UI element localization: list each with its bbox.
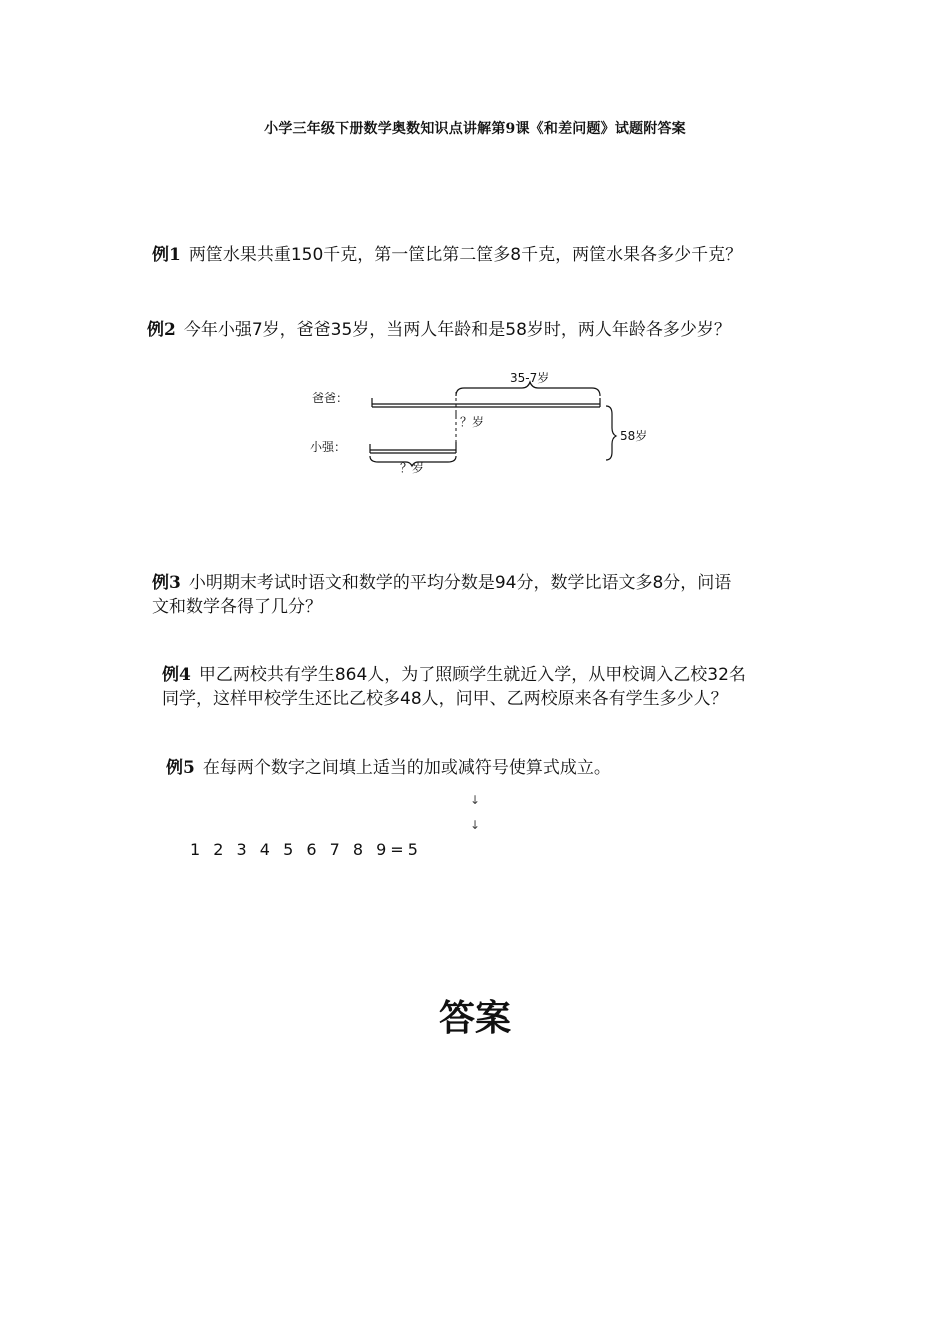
problem-text-continued: 同学，这样甲校学生还比乙校多48人，问甲、乙两校原来各有学生多少人？ [162,689,728,709]
dad-segment [372,398,600,407]
unknown-dad-label: ？岁 [460,415,485,429]
problem-label: 例2 [147,320,176,340]
problem-1 [152,243,742,267]
problem-label: 例4 [162,665,191,685]
problem-3 [152,571,731,619]
arrow-down-icon: ↓ [470,793,481,807]
answer-heading: 答案 [438,997,511,1039]
son-label: 小强： [310,440,347,454]
total-label: 58岁 [620,429,648,443]
problem-2 [147,318,731,342]
diagram-svg [300,362,660,482]
problem-text: 在每两个数字之间填上适当的加或减符号使算式成立。 [202,758,611,778]
total-brace [606,406,616,460]
problem-label: 例5 [166,758,195,778]
line-segment-diagram [300,362,660,482]
dad-label: 爸爸： [312,391,349,405]
page-title: 小学三年级下册数学奥数知识点讲解第9课《和差问题》试题附答案 [264,121,686,137]
problem-text-continued: 文和数学各得了几分？ [152,597,322,617]
problem-text: 今年小强7岁，爸爸35岁，当两人年龄和是58岁时，两人年龄各多少岁？ [183,320,731,340]
arrow-down-icon: ↓ [470,818,481,832]
equation: 1 2 3 4 5 6 7 8 9=5 [190,840,422,859]
problem-text: 两筐水果共重150千克，第一筐比第二筐多8千克，两筐水果各多少千克？ [188,245,743,265]
problem-label: 例1 [152,245,181,265]
unknown-son-label: ？岁 [400,461,425,475]
problem-label: 例3 [152,573,181,593]
son-segment [370,442,456,453]
diff-label: 35-7岁 [510,371,550,385]
problem-5 [166,756,611,780]
problem-text: 小明期末考试时语文和数学的平均分数是94分，数学比语文多8分，问语 [188,573,732,593]
problem-text: 甲乙两校共有学生864人，为了照顾学生就近入学，从甲校调入乙校32名 [198,665,746,685]
problem-4 [162,663,746,711]
